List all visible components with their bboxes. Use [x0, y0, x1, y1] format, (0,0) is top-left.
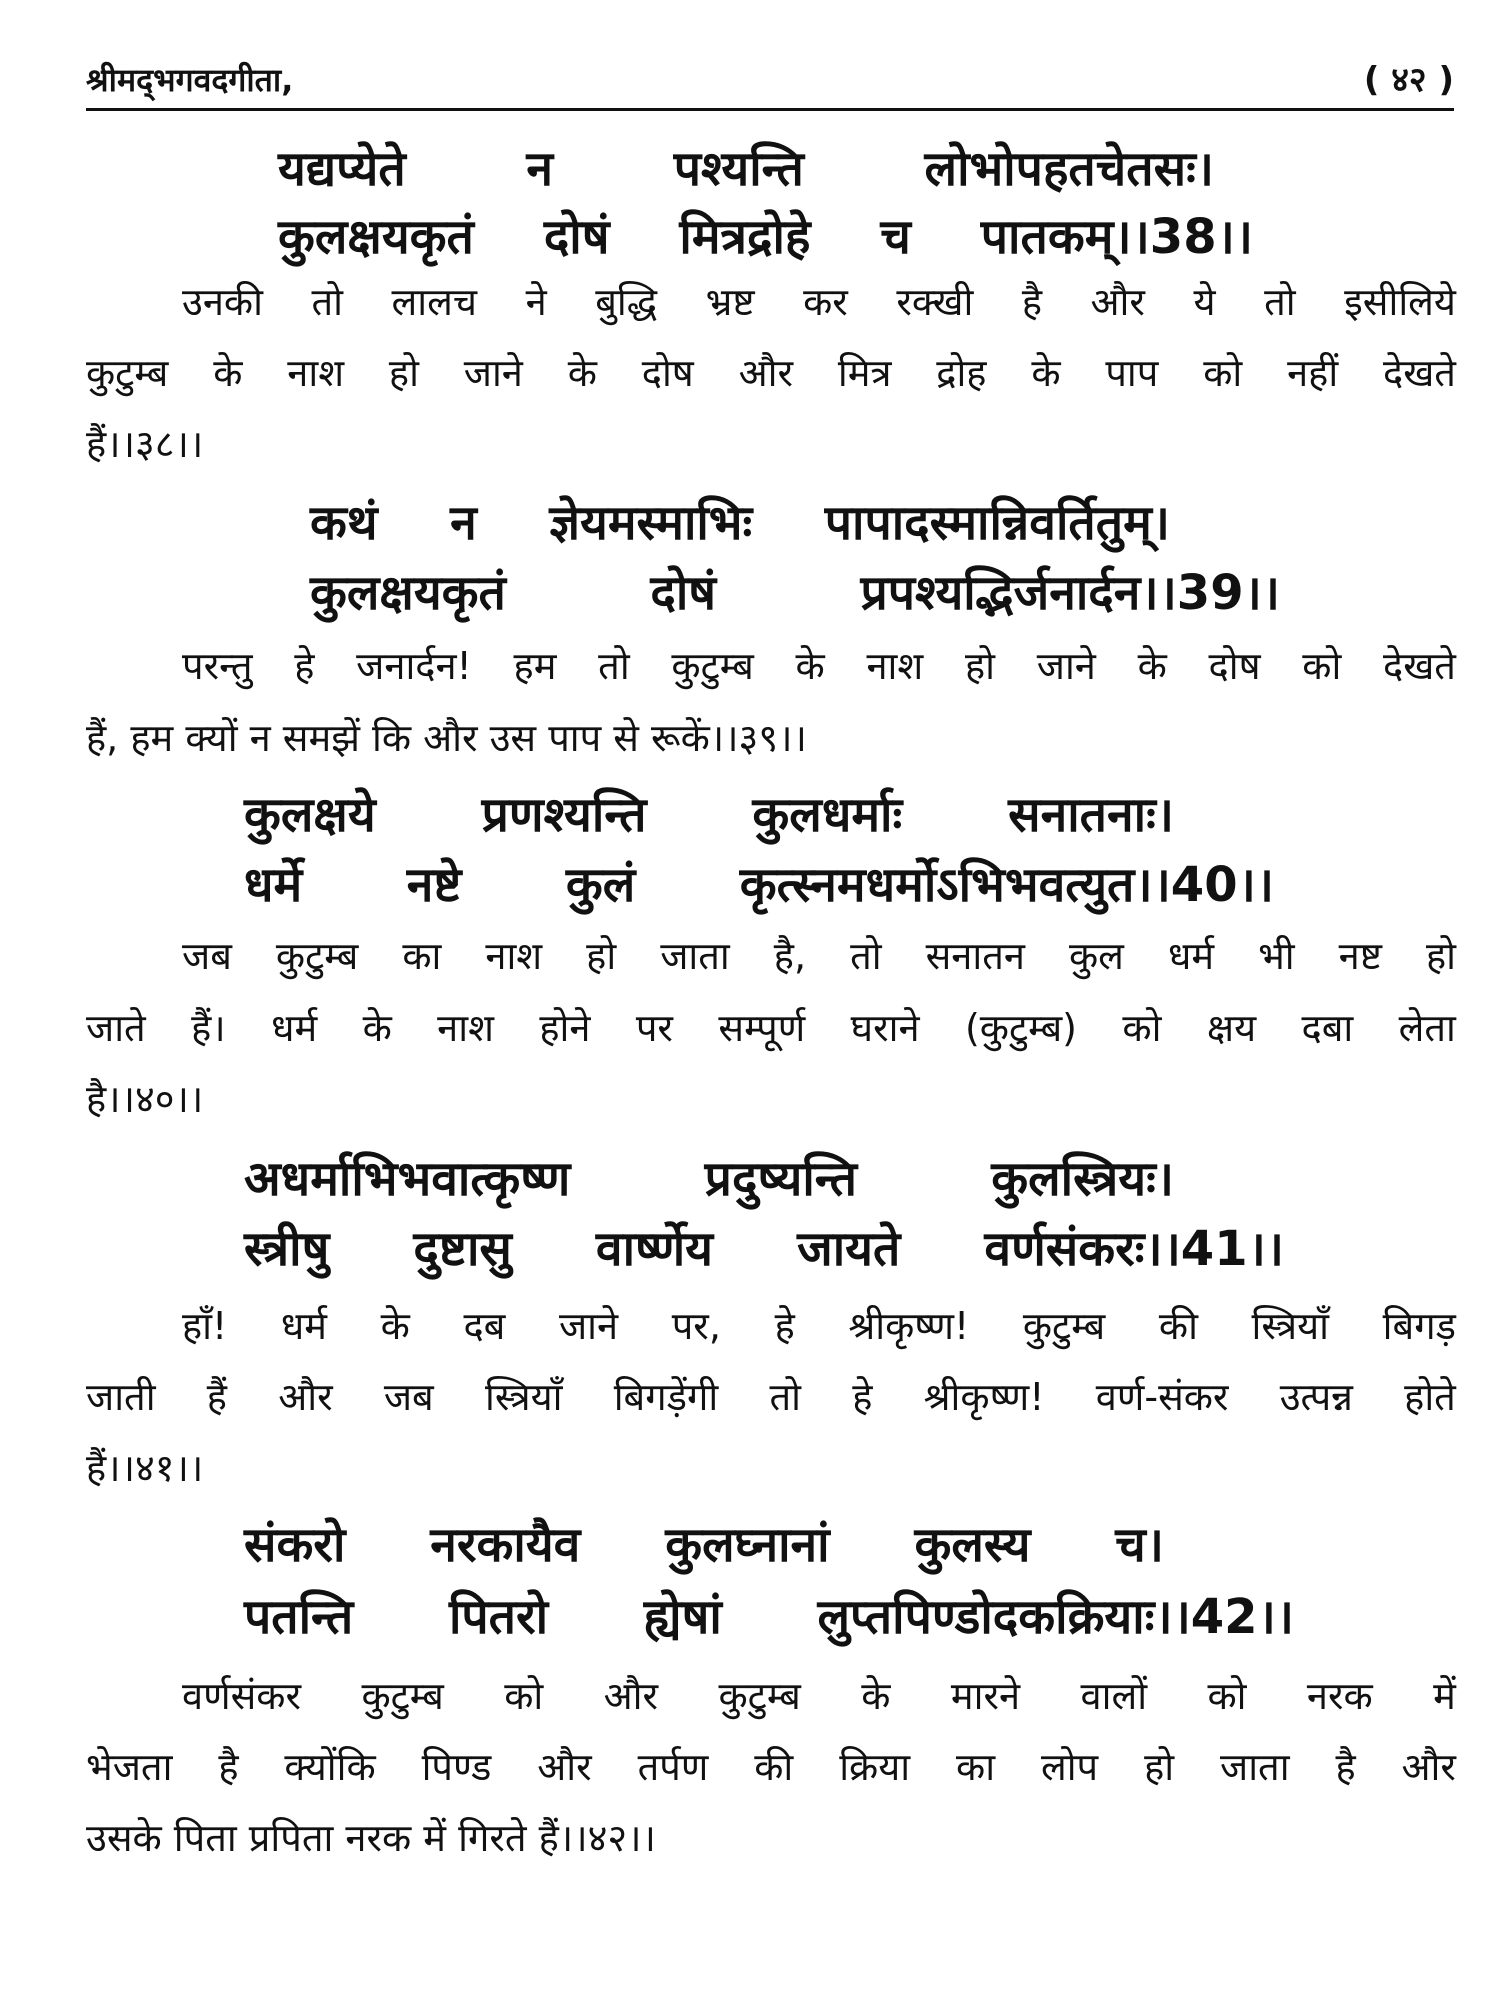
word: दोषं: [650, 565, 717, 621]
translation-line: [86, 1361, 1456, 1433]
word: नरक: [1306, 1674, 1373, 1718]
word: लुप्तपिण्डोदकक्रियाः।।42।।: [817, 1589, 1294, 1645]
word: जाने: [1036, 644, 1096, 688]
word: कुटुम्ब: [1022, 1304, 1106, 1348]
word: भ्रष्ट: [705, 280, 755, 324]
word: की: [754, 1745, 794, 1789]
word: कुटुम्ब: [671, 644, 754, 688]
translation-line: [86, 1731, 1456, 1803]
word: देखते: [1383, 351, 1456, 395]
word: नरकायैव: [430, 1517, 581, 1573]
word: च।: [1115, 1517, 1164, 1573]
word: के: [362, 1006, 392, 1050]
translation-line: है।।४०।।: [86, 1077, 204, 1121]
word: हाँ!: [182, 1304, 228, 1348]
word: को: [1203, 351, 1243, 395]
word: तो: [850, 934, 882, 978]
word: क्षय: [1206, 1006, 1257, 1050]
word: बुद्धि: [595, 280, 658, 324]
translation-line: [182, 266, 1456, 338]
translation-line: हैं, हम क्यों न समझें कि और उस पाप से रूकें।।३९।।: [86, 716, 807, 760]
verse-line: [244, 1506, 1164, 1584]
word: कुलधर्माः: [752, 787, 903, 843]
verse-line: [310, 554, 1280, 632]
word: और: [603, 1674, 659, 1718]
word: ने: [525, 280, 547, 324]
word: का: [956, 1745, 996, 1789]
word: ह्येषां: [643, 1589, 722, 1645]
word: क्रिया: [839, 1745, 911, 1789]
word: जाती: [86, 1375, 156, 1419]
word: हो: [1425, 934, 1456, 978]
word: के: [213, 351, 243, 395]
verse-line: [244, 1578, 1294, 1656]
word: संकरो: [244, 1517, 346, 1573]
word: जाने: [463, 351, 523, 395]
word: धर्म: [271, 1006, 318, 1050]
word: और: [738, 351, 794, 395]
word: कुलक्षयकृतं: [310, 565, 506, 621]
word: के: [795, 644, 825, 688]
word: पर: [635, 1006, 673, 1050]
word: पितरो: [448, 1589, 549, 1645]
translation-line: [86, 337, 1456, 409]
verse-line: [244, 1140, 1174, 1218]
verse-line: [310, 484, 1170, 562]
word: श्रीकृष्ण!: [848, 1304, 970, 1348]
word: हो: [964, 644, 996, 688]
word: हो: [1144, 1745, 1175, 1789]
word: हे: [774, 1304, 795, 1348]
word: वर्णसंकर: [182, 1674, 302, 1718]
word: के: [861, 1674, 891, 1718]
word: जायते: [797, 1221, 901, 1277]
word: नष्टे: [406, 857, 462, 913]
word: है: [1021, 280, 1043, 324]
word: दोष: [1208, 644, 1261, 688]
translation-line: हैं।।३८।।: [86, 422, 204, 466]
word: का: [402, 934, 442, 978]
word: पापादस्मान्निवर्तितुम्।: [824, 495, 1170, 551]
word: सम्पूर्ण: [718, 1006, 806, 1050]
word: अधर्माभिभवात्कृष्ण: [244, 1151, 571, 1207]
word: मारने: [950, 1674, 1021, 1718]
verse-line: [244, 1210, 1284, 1288]
word: कर: [803, 280, 848, 324]
word: कुलस्त्रियः।: [991, 1151, 1174, 1207]
word: पातकम्।।38।।: [980, 209, 1253, 265]
word: देखते: [1383, 644, 1456, 688]
verse-line: [244, 846, 1274, 924]
word: कुटुम्ब: [275, 934, 359, 978]
word: इसीलिये: [1344, 280, 1456, 324]
word: श्रीकृष्ण!: [923, 1375, 1045, 1419]
translation-line: [182, 1660, 1456, 1732]
word: तर्पण: [637, 1745, 709, 1789]
word: जाने: [558, 1304, 619, 1348]
word: प्रदुष्यन्ति: [704, 1151, 857, 1207]
translation-line: [86, 992, 1456, 1064]
verse-line: [244, 776, 1174, 854]
word: पर,: [671, 1304, 721, 1348]
word: दुष्टासु: [413, 1221, 512, 1277]
word: नाश: [485, 934, 543, 978]
word: यद्यप्येते: [278, 141, 406, 197]
word: ज्ञेयमस्माभिः: [549, 495, 753, 551]
translation-line: [182, 630, 1456, 702]
word: कुलस्य: [914, 1517, 1031, 1573]
word: दोष: [641, 351, 694, 395]
word: भी: [1258, 934, 1295, 978]
word: बिगड़ेंगी: [613, 1375, 719, 1419]
word: को: [1122, 1006, 1162, 1050]
word: धर्मे: [244, 857, 303, 913]
word: के: [1031, 351, 1061, 395]
word: कुल: [1068, 934, 1124, 978]
word: उत्पन्न: [1279, 1375, 1353, 1419]
running-title: श्रीमद्‍भगवदगीता,: [86, 61, 294, 99]
word: लोभोपहतचेतसः।: [924, 141, 1214, 197]
word: न: [526, 141, 554, 197]
word: को: [1302, 644, 1342, 688]
word: नाश: [866, 644, 924, 688]
verse-line: [278, 130, 1214, 208]
word: क्योंकि: [284, 1745, 376, 1789]
word: मित्रद्रोहे: [679, 209, 811, 265]
word: उनकी: [182, 280, 263, 324]
word: सनातनाः।: [1008, 787, 1174, 843]
word: दबा: [1301, 1006, 1354, 1050]
word: धर्म: [1167, 934, 1215, 978]
word: और: [278, 1375, 333, 1419]
word: दोषं: [543, 209, 610, 265]
word: वालों: [1080, 1674, 1148, 1718]
translation-line: [182, 1290, 1456, 1362]
word: लालच: [391, 280, 478, 324]
word: की: [1158, 1304, 1198, 1348]
word: पतन्ति: [244, 1589, 354, 1645]
word: वार्ष्णेय: [595, 1221, 714, 1277]
word: हे: [852, 1375, 873, 1419]
word: कथं: [310, 495, 378, 551]
page-number: ( ४२ ): [1363, 60, 1454, 100]
word: और: [1401, 1745, 1456, 1789]
word: पिण्ड: [421, 1745, 492, 1789]
word: हम: [513, 644, 557, 688]
word: नष्ट: [1338, 934, 1382, 978]
word: वर्णसंकरः।।41।।: [984, 1221, 1284, 1277]
word: कुटुम्ब: [361, 1674, 444, 1718]
word: नहीं: [1287, 351, 1339, 395]
word: है: [1335, 1745, 1356, 1789]
word: जनार्दन!: [356, 644, 472, 688]
word: जाते: [86, 1006, 146, 1050]
word: जब: [182, 934, 232, 978]
page-header: [86, 50, 1454, 110]
word: तो: [598, 644, 630, 688]
word: कुटुम्ब: [86, 351, 169, 395]
word: के: [567, 351, 597, 395]
word: ये: [1193, 280, 1216, 324]
word: प्रपश्यद्भिर्जनार्दन।।39।।: [860, 565, 1280, 621]
word: होते: [1404, 1375, 1456, 1419]
word: में: [1433, 1674, 1456, 1718]
word: स्त्रियाँ: [485, 1375, 563, 1419]
word: हैं।: [191, 1006, 226, 1050]
word: न: [450, 495, 477, 551]
word: तो: [311, 280, 343, 324]
word: और: [537, 1745, 592, 1789]
word: द्रोह: [936, 351, 987, 395]
word: नाश: [437, 1006, 494, 1050]
word: वर्ण-संकर: [1095, 1375, 1229, 1419]
word: हो: [388, 351, 419, 395]
word: कुलक्षये: [244, 787, 376, 843]
word: नाश: [287, 351, 345, 395]
word: कुलं: [565, 857, 636, 913]
word: घराने: [850, 1006, 920, 1050]
word: को: [504, 1674, 544, 1718]
word: हे: [294, 644, 315, 688]
word: प्रणश्यन्ति: [481, 787, 647, 843]
word: च: [880, 209, 911, 265]
word: तो: [1264, 280, 1296, 324]
verse-line: [278, 198, 1253, 276]
word: रक्खी: [896, 280, 974, 324]
word: भेजता: [86, 1745, 173, 1789]
word: मित्र: [837, 351, 892, 395]
word: धर्म: [280, 1304, 327, 1348]
word: पाप: [1105, 351, 1159, 395]
word: और: [1090, 280, 1145, 324]
word: लोप: [1040, 1745, 1099, 1789]
word: (कुटुम्ब): [964, 1006, 1078, 1050]
word: जब: [383, 1375, 434, 1419]
word: हैं: [206, 1375, 227, 1419]
word: बिगड़: [1382, 1304, 1456, 1348]
word: होने: [539, 1006, 591, 1050]
word: दब: [463, 1304, 506, 1348]
word: स्त्रीषु: [244, 1221, 330, 1277]
word: कुलक्षयकृतं: [278, 209, 474, 265]
word: कृत्स्नमधर्मोऽभिभवत्युत।।40।।: [739, 857, 1274, 913]
word: जाता: [660, 934, 730, 978]
header-rule: [86, 108, 1454, 111]
word: जाता: [1220, 1745, 1290, 1789]
word: सनातन: [925, 934, 1025, 978]
word: तो: [769, 1375, 801, 1419]
word: लेता: [1398, 1006, 1456, 1050]
translation-line: [182, 920, 1456, 992]
word: हो: [586, 934, 617, 978]
word: के: [380, 1304, 410, 1348]
translation-line: हैं।।४१।।: [86, 1446, 204, 1490]
word: कुटुम्ब: [718, 1674, 801, 1718]
word: है,: [773, 934, 807, 978]
word: है: [218, 1745, 239, 1789]
word: कुलघ्नानां: [665, 1517, 830, 1573]
word: स्त्रियाँ: [1251, 1304, 1330, 1348]
word: को: [1207, 1674, 1247, 1718]
translation-line: उसके पिता प्रपिता नरक में गिरते हैं।।४२।।: [86, 1816, 656, 1860]
word: पश्यन्ति: [673, 141, 804, 197]
word: परन्तु: [182, 644, 253, 688]
word: के: [1137, 644, 1167, 688]
